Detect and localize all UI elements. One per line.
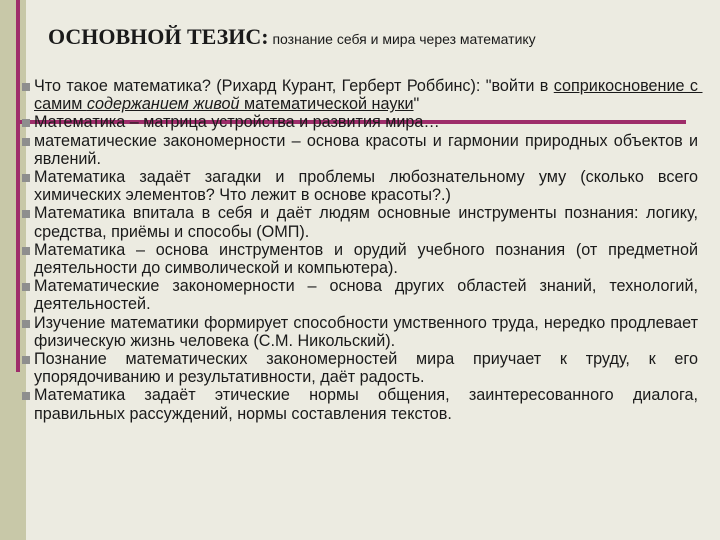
list-item-text: Математические закономерности – основа других областей знаний, технологий, деятельностей. xyxy=(34,277,703,314)
list-item xyxy=(22,350,703,387)
square-bullet-icon xyxy=(22,320,30,328)
quote-underlined-2: математической науки xyxy=(239,95,414,114)
square-bullet-icon xyxy=(22,356,30,364)
title-subtitle: познание себя и мира через математику xyxy=(268,31,536,47)
list-item xyxy=(22,168,703,205)
list-item-text: математические закономерности – основа красоты и гармонии природных объектов и явлений. xyxy=(34,131,703,168)
quote-italic: содержанием живой xyxy=(86,95,240,114)
square-bullet-icon xyxy=(22,138,30,146)
list-item xyxy=(22,77,703,114)
square-bullet-icon xyxy=(22,174,30,182)
list-item xyxy=(22,131,703,168)
list-item-text: Математика – матрица устройства и развития мира… xyxy=(34,113,440,132)
list-item-text: Познание математических закономерностей мира приучает к труду, к его упорядочиванию и результативности, даёт радость. xyxy=(34,350,703,387)
list-item-text: Изучение математики формирует способности умственного труда, нередко продлевает физическую жизнь человека (С.М. Никольский). xyxy=(34,313,703,350)
square-bullet-icon xyxy=(22,392,30,400)
list-item xyxy=(22,277,703,314)
square-bullet-icon xyxy=(22,83,30,91)
list-item-text: Математика – основа инструментов и орудий учебного познания (от предметной деятельности до символической и компьютера). xyxy=(34,240,703,278)
list-item-text: Математика впитала в себя и даёт людям основные инструменты познания: логику, средства, приёмы и способы (ОМП). xyxy=(34,204,703,241)
list-item xyxy=(22,313,703,350)
square-bullet-icon xyxy=(22,119,30,127)
list-item xyxy=(22,240,703,278)
square-bullet-icon xyxy=(22,283,30,291)
quote-underlined-1: соприкосновение с самим xyxy=(34,77,703,114)
list-item xyxy=(22,113,698,131)
square-bullet-icon xyxy=(22,247,30,255)
list-item xyxy=(22,204,703,241)
vertical-accent-line xyxy=(16,0,20,372)
list-item-text xyxy=(34,77,703,113)
list-item-text: Математика задаёт загадки и проблемы любознательному уму (сколько всего химических элементов? Что лежит в основе красоты?.) xyxy=(34,168,703,205)
quote-text-start: Что такое математика? (Рихард Курант, Герберт Роббинс): "войти в xyxy=(34,77,554,95)
list-item-text: Математика задаёт этические нормы общения, заинтересованного диалога, правильных рассуждений, нормы составления текстов. xyxy=(34,386,703,423)
list-item xyxy=(22,386,703,423)
square-bullet-icon xyxy=(22,210,30,218)
title-main: ОСНОВНОЙ ТЕЗИС: xyxy=(48,24,269,49)
slide-title xyxy=(48,24,536,50)
quote-text-end: " xyxy=(413,95,420,114)
bullet-list xyxy=(22,77,703,423)
